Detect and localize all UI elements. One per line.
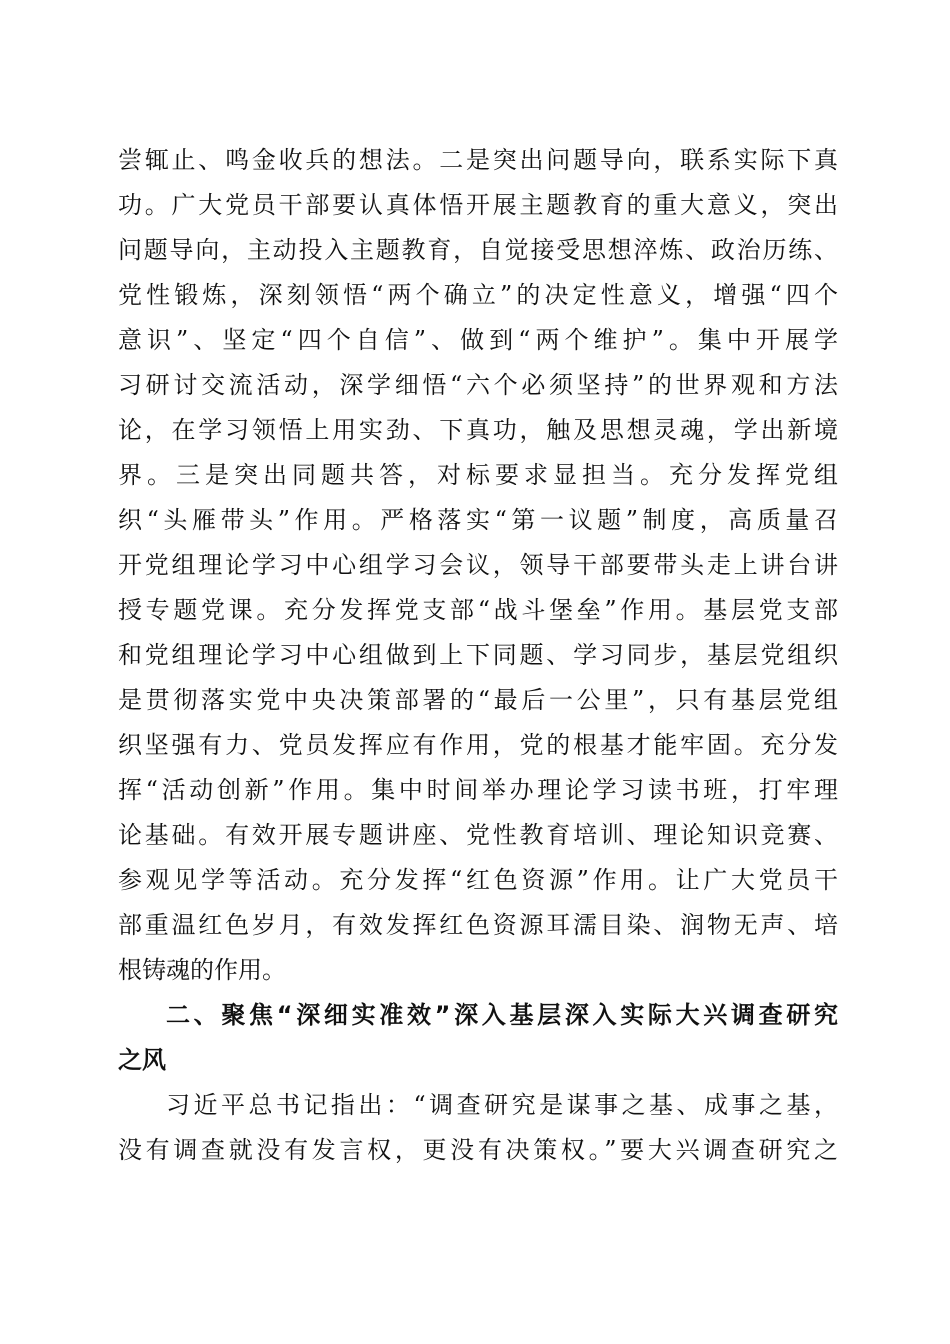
section-heading: 二、聚焦“深细实准效”深入基层深入实际大兴调查研究 [166,1001,838,1029]
body-text-line: 部重温红色岁月，有效发挥红色资源耳濡目染、润物无声、培 [118,911,838,939]
body-text-line: 织坚强有力、党员发挥应有作用，党的根基才能牢固。充分发 [118,731,838,759]
body-text-line: 习研讨交流活动，深学细悟“六个必须坚持”的世界观和方法 [118,371,838,399]
body-text-line: 功。广大党员干部要认真体悟开展主题教育的重大意义，突出 [118,191,838,219]
section-heading: 之风 [118,1046,166,1074]
body-text-line: 授专题党课。充分发挥党支部“战斗堡垒”作用。基层党支部 [118,596,838,624]
body-text-line: 织“头雁带头”作用。严格落实“第一议题”制度，高质量召 [118,506,838,534]
body-text-line: 论，在学习领悟上用实劲、下真功，触及思想灵魂，学出新境 [118,416,838,444]
body-text-line: 问题导向，主动投入主题教育，自觉接受思想淬炼、政治历练、 [118,236,838,264]
body-text-line: 和党组理论学习中心组做到上下同题、学习同步，基层党组织 [118,641,838,669]
body-text-line: 意识”、坚定“四个自信”、做到“两个维护”。集中开展学 [118,326,838,354]
body-text-line: 党性锻炼，深刻领悟“两个确立”的决定性意义，增强“四个 [118,281,838,309]
body-text-line: 开党组理论学习中心组学习会议，领导干部要带头走上讲台讲 [118,551,838,579]
body-text-line: 参观见学等活动。充分发挥“红色资源”作用。让广大党员干 [118,866,838,894]
body-text-line: 论基础。有效开展专题讲座、党性教育培训、理论知识竞赛、 [118,821,838,849]
body-text-line: 挥“活动创新”作用。集中时间举办理论学习读书班，打牢理 [118,776,838,804]
body-text-line: 没有调查就没有发言权，更没有决策权。”要大兴调查研究之 [118,1136,838,1164]
body-text-line: 尝辄止、鸣金收兵的想法。二是突出问题导向，联系实际下真 [118,146,838,174]
body-text-line: 习近平总书记指出：“调查研究是谋事之基、成事之基， [166,1091,838,1119]
body-text-line: 是贯彻落实党中央决策部署的“最后一公里”，只有基层党组 [118,686,838,714]
body-text-line: 根铸魂的作用。 [118,956,286,984]
body-text-line: 界。三是突出同题共答，对标要求显担当。充分发挥党组 [118,461,838,489]
